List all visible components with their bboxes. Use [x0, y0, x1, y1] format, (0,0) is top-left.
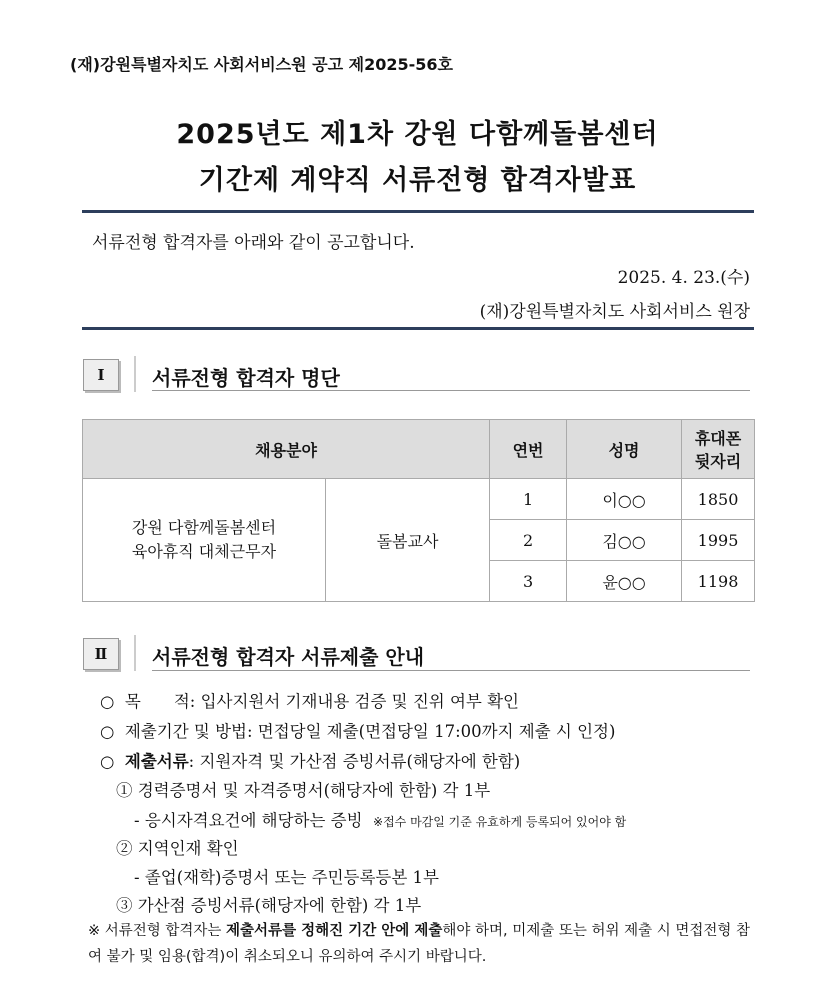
row-phone: 1995 — [682, 520, 755, 561]
doc-item1-sub — [134, 807, 626, 831]
doc-item1: ① 경력증명서 및 자격증명서(해당자에 한함) 각 1부 — [116, 781, 491, 800]
divider-top — [82, 210, 754, 213]
purpose-text: : 입사지원서 기재내용 검증 및 진위 여부 확인 — [189, 692, 519, 711]
intro-text: 서류전형 합격자를 아래와 같이 공고합니다. — [92, 233, 415, 253]
header-phone-line1: 휴대폰 — [694, 429, 742, 448]
doc-item1-sub-text: - 응시자격요건에 해당하는 증빙 — [134, 811, 363, 830]
doc-item1-note: ※접수 마감일 기준 유효하게 등록되어 있어야 함 — [373, 815, 627, 829]
bullet-icon: ○ — [100, 752, 125, 771]
row-phone: 1850 — [682, 479, 755, 520]
header-field: 채용분야 — [83, 420, 490, 479]
section2-underline — [152, 670, 750, 671]
bullet-icon: ○ — [100, 722, 125, 741]
section1-number: Ⅰ — [83, 359, 119, 391]
caution-note — [88, 918, 758, 970]
page-title-line2: 기간제 계약직 서류전형 합격자발표 — [198, 165, 637, 196]
results-table — [82, 419, 755, 602]
section1-title: 서류전형 합격자 명단 — [152, 366, 340, 390]
table-header-row — [83, 420, 755, 479]
docs-label: 제출서류 — [124, 752, 189, 771]
header-phone-line2: 뒷자리 — [694, 452, 742, 471]
section2-number: Ⅱ — [83, 638, 119, 670]
role-cell: 돌봄교사 — [326, 479, 490, 602]
announcement-number: (재)강원특별자치도 사회서비스원 공고 제2025-56호 — [70, 55, 453, 74]
header-no: 연번 — [490, 420, 567, 479]
note-rest: 해야 하며, 미제출 또는 허위 제출 시 면접전형 참여 불가 및 임용(합격)이 취소되오니 유의하여 주시기 바랍니다. — [88, 923, 750, 965]
guide-docs — [100, 748, 520, 772]
bullet-icon: ○ — [100, 692, 125, 711]
doc-item2-sub: - 졸업(재학)증명서 또는 주민등록등본 1부 — [134, 868, 439, 887]
period-text: : 면접당일 제출(면접당일 17:00까지 제출 시 인정) — [246, 722, 616, 741]
section1-separator — [134, 356, 136, 392]
field-line1: 강원 다함께돌봄센터 — [131, 518, 277, 537]
row-no: 2 — [490, 520, 567, 561]
page-title-line1: 2025년도 제1차 강원 다함께돌봄센터 — [176, 119, 659, 150]
note-prefix: ※ 서류전형 합격자는 — [88, 923, 227, 939]
announce-date: 2025. 4. 23.(수) — [617, 268, 750, 288]
guide-period — [100, 718, 615, 742]
field-line2: 육아휴직 대체근무자 — [131, 542, 277, 561]
row-name: 이○○ — [567, 479, 682, 520]
period-label: 제출기간 및 방법 — [124, 722, 247, 741]
purpose-label: 목 적 — [124, 692, 190, 711]
section2-separator — [134, 635, 136, 671]
divider-bottom — [82, 327, 754, 330]
row-no: 3 — [490, 561, 567, 602]
header-name: 성명 — [567, 420, 682, 479]
issuer: (재)강원특별자치도 사회서비스 원장 — [479, 302, 750, 322]
note-bold: 제출서류를 정해진 기간 안에 제출 — [226, 923, 443, 939]
guide-purpose — [100, 688, 519, 712]
doc-item2: ② 지역인재 확인 — [116, 839, 239, 858]
doc-item3: ③ 가산점 증빙서류(해당자에 한함) 각 1부 — [116, 896, 422, 915]
row-phone: 1198 — [682, 561, 755, 602]
row-no: 1 — [490, 479, 567, 520]
table-row — [83, 479, 755, 520]
field-cell — [83, 479, 326, 602]
header-phone — [682, 420, 755, 479]
section1-underline — [152, 390, 750, 391]
row-name: 윤○○ — [567, 561, 682, 602]
section2-title: 서류전형 합격자 서류제출 안내 — [152, 645, 425, 669]
row-name: 김○○ — [567, 520, 682, 561]
docs-text: : 지원자격 및 가산점 증빙서류(해당자에 한함) — [188, 752, 521, 771]
